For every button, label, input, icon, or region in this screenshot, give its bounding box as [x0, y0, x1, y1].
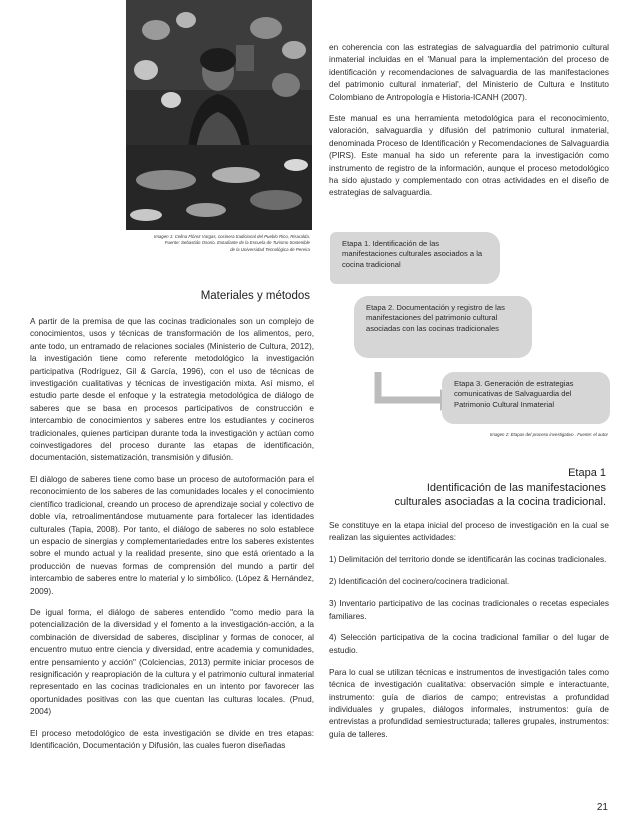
paragraph: Este manual es una herramienta metodológica para el reconocimiento, valoración, salvaguardia y difusión del patrimonio cultural inmaterial, denominada Proceso de Identificación y Recomendaciones de Salvaguardia (PIRS). Este manual ha sido un referente para la investigación como instrumento de registro de la información, aunque el proceso metodológico ha sido ajustado y complementado con otras actividades en el diseño de estrategias de salvaguardia. [329, 114, 609, 198]
paragraph: A partir de la premisa de que las cocinas tradicionales son un complejo de conocimientos, usos y técnicas de transformación de los alimentos, pero, ante todo, un entramado de relaciones sociales (Ministerio de Cultura, 2012), la investigación tiene como referente metodológico la investigación participativa (Rodríguez, Gil & García, 1996), con el uso de técnicas de investigación cualitativas y técnicas de investigación mixta. Así mismo, el estudio parte desde el enfoque y la estrategia metodológica de diálogo de saberes que se basa en procesos participativos de construcción e intercambio de conocimientos y saberes entre los estudiantes y cocineros tradicionales, quienes participan durante toda la investigación y actúan como coinvestigadores del proceso durante las etapas de identificación, documentación, sistematización, transmisión y difusión. [30, 317, 314, 463]
paragraph: Para lo cual se utilizan técnicas e instrumentos de investigación tales como técnica de investigación cualitativa: observación simple e interactuante, instrumento: guía de diarios de campo; entrevistas a profundidad individuales y grupales, diálogos informales, instrumentos: guía de entrevistas a profundidad semiestructurada; talleres grupales, instrumentos: guía de talleres. [329, 667, 609, 739]
etapa-heading [340, 466, 606, 510]
section-title: Materiales y métodos [200, 290, 310, 302]
cook-photograph [126, 0, 312, 230]
paragraph: Se constituye en la etapa inicial del proceso de investigación en la cual se realizan las siguientes actividades: [329, 521, 609, 543]
etapa-heading-line: culturales asociadas a la cocina tradicional. [394, 496, 606, 508]
etapa-heading-line: Etapa 1 [568, 467, 606, 479]
stage-2-label: Etapa 2. Documentación y registro de las manifestaciones del patrimonio cultural asociadas con las cocinas tradicionales [366, 303, 505, 333]
stage-3-box [442, 372, 610, 424]
process-diagram [330, 232, 610, 432]
paragraph: De igual forma, el diálogo de saberes entendido "como medio para la potencialización de la diversidad y el fomento a la investigación-acción, a la combinación de diversidad de saberes, disciplinar y formas de conocer, al encuentro mutuo entre ciencia y diversidad, entre academia y comunidades, entre pensamiento y acción" (Colciencias, 2013) permite iniciar procesos de resignificación y reapropiación de la cultura y el patrimonio cultural inmaterial representado en las cocinas tradicionales en un intento por favorecer las oportunidades positivas con las que cuentan las culturas locales. (Pnud, 2004) [30, 607, 314, 717]
list-item: 1) Delimitación del territorio donde se identificarán las cocinas tradicionales. [329, 555, 607, 565]
right-column-top [329, 42, 609, 209]
etapa-heading-line: Identificación de las manifestaciones [426, 481, 606, 494]
left-column [30, 316, 314, 761]
figure-caption-line: Imagen 1: Celina Flórez Vargas, cocinera tradicional del Pueblo Rico, Risaralda. [153, 234, 310, 239]
stage-2-box [354, 296, 532, 358]
stage-3-label: Etapa 3. Generación de estrategias comunicativas de Salvaguardia del Patrimonio Cultural Inmaterial [454, 379, 574, 409]
right-column-bottom [329, 520, 609, 751]
figure-caption-line: de la Universidad Tecnológica de Pereira [230, 246, 310, 252]
page-number: 21 [596, 802, 608, 813]
paragraph: El diálogo de saberes tiene como base un proceso de autoformación para el reconocimiento de los saberes de las comunidades locales y el conocimiento científico tradicional, creando un proceso de aprendizaje social y colectivo de doble vía, retroalimentándose mutuamente para fortalecer las identidades culturales (Tapia, 2008). Por tanto, el diálogo de saberes no solo establece un espacio de sinergias y complementariedades entre los saberes existentes sobre el mundo actual y la realidad presente, sino que está orientado a la producción de nuevas formas de comprensión del mundo a partir del intercambio de saberes entre lo material y lo simbólico. (López & Hernández, 2009). [30, 474, 314, 596]
stage-1-box [330, 232, 500, 284]
figure-caption-line: Fuente: Sebastián Osorio. Estudiante de la Escuela de Turismo Sostenible [164, 240, 310, 246]
list-item: 4) Selección participativa de la cocina tradicional familiar o del lugar de estudio. [329, 633, 609, 655]
stage-1-label: Etapa 1. Identificación de las manifestaciones culturales asociados a la cocina tradicional [342, 239, 483, 269]
diagram-caption: Imagen 2: Etapas del proceso investigativo . Fuente: el autor [489, 432, 608, 437]
list-item: 3) Inventario participativo de las cocinas tradicionales o recetas especiales familiares. [329, 599, 609, 621]
paragraph: en coherencia con las estrategias de salvaguardia del patrimonio cultural inmaterial incluidas en el 'Manual para la implementación del proceso de identificación y recomendaciones de salvaguardia de las manifestaciones del patrimonio cultural inmaterial', del Ministerio de Cultura e Instituto Colombiano de Antropología e Historia-ICANH (2007). [329, 43, 609, 102]
list-item: 2) Identificación del cocinero/cocinera tradicional. [329, 577, 510, 587]
figure-caption [118, 234, 310, 253]
photo-illustration [126, 0, 312, 230]
paragraph: El proceso metodológico de esta investigación se divide en tres etapas: Identificación, Documentación y Difusión, las cuales fueron diseñadas [30, 728, 314, 750]
